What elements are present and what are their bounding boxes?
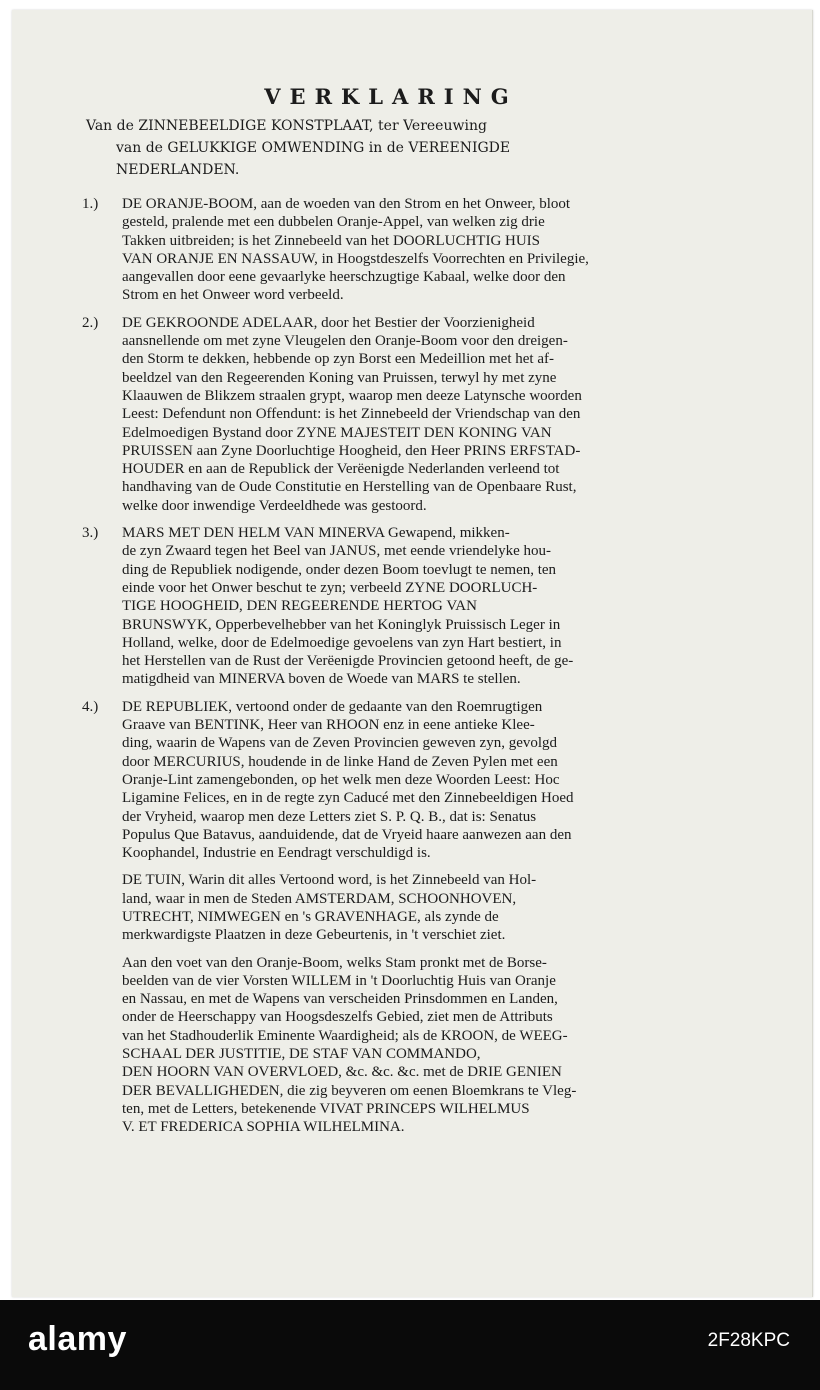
paragraph-line: aansnellende om met zyne Vleugelen den Oranje-Boom voor den dreigen- <box>122 333 568 350</box>
subtitle-line: NEDERLANDEN. <box>116 162 240 178</box>
paragraph-line: Takken uitbreiden; is het Zinnebeeld van het DOORLUCHTIG HUIS <box>122 232 541 249</box>
paragraph-line: onder de Heerschappy van Hoogsdeszelfs Gebied, ziet men de Attributs <box>122 1009 553 1026</box>
paragraph-line: beelden van de vier Vorsten WILLEM in 't Doorluchtig Huis van Oranje <box>122 972 556 989</box>
paragraph-line: Koophandel, Industrie en Eendragt verschuldigd is. <box>122 845 431 862</box>
paragraph-line: matigdheid van MINERVA boven de Woede van MARS te stellen. <box>122 671 521 688</box>
paragraph-line: aangevallen door eene gevaarlyke heerschzugtige Kabaal, welke door den <box>122 269 566 286</box>
paragraph-line: Leest: Defendunt non Offendunt: is het Zinnebeeld der Vriendschap van den <box>122 406 581 423</box>
paragraph-line: het Herstellen van de Rust der Verëenigde Provincien getoond heeft, de ge- <box>122 653 574 670</box>
paragraph-line: DE TUIN, Warin dit alles Vertoond word, is het Zinnebeeld van Hol- <box>122 872 537 889</box>
paragraph-line: DE REPUBLIEK, vertoond onder de gedaante van den Roemrugtigen <box>122 698 543 715</box>
paragraph-line: Populus Que Batavus, aanduidende, dat de Vryeid haare aanwezen aan den <box>122 826 572 843</box>
paragraph-line: DE GEKROONDE ADELAAR, door het Bestier der Voorzienigheid <box>122 314 535 331</box>
paragraph-line: handhaving van de Oude Constitutie en Herstelling van de Openbaare Rust, <box>122 479 577 496</box>
paragraph-line: van het Stadhouderlik Eminente Waardigheid; als de KROON, de WEEG- <box>122 1027 568 1044</box>
paragraph-number: 1.) <box>82 196 99 212</box>
paragraph-line: HOUDER en aan de Republick der Verëenigde Nederlanden verleend tot <box>122 461 560 478</box>
paragraph-line: land, waar in men de Steden AMSTERDAM, SCHOONHOVEN, <box>122 890 517 907</box>
paragraph-line: ten, met de Letters, betekenende VIVAT PRINCEPS WILHELMUS <box>122 1100 530 1117</box>
paragraph-line: PRUISSEN aan Zyne Doorluchtige Hoogheid, den Heer PRINS ERFSTAD- <box>122 442 581 459</box>
document-title: VERKLARING <box>264 84 518 109</box>
footer-bar <box>0 1300 820 1390</box>
paragraph-line: Oranje-Lint zamengebonden, op het welk men deze Woorden Leest: Hoc <box>122 771 560 788</box>
subtitle-line: van de GELUKKIGE OMWENDING in de VEREENIGDE <box>116 140 511 156</box>
paragraph-line: einde voor het Onwer beschut te zyn; verbeeld ZYNE DOORLUCH- <box>122 579 538 596</box>
subtitle-line: Van de ZINNEBEELDIGE KONSTPLAAT, ter Vereeuwing <box>86 118 487 134</box>
paragraph-line: Ligamine Felices, en in de regte zyn Caducé met den Zinnebeeldigen Hoed <box>122 790 574 807</box>
paragraph <box>66 698 716 863</box>
paragraph <box>66 195 716 305</box>
paragraph-line: der Vryheid, waarop men deze Letters ziet S. P. Q. B., dat is: Senatus <box>122 808 537 825</box>
paragraph <box>66 871 716 944</box>
paragraph-line: Strom en het Onweer word verbeeld. <box>122 287 344 304</box>
paragraph-line: DEN HOORN VAN OVERVLOED, &c. &c. &c. met de DRIE GENIEN <box>122 1064 562 1081</box>
paragraph-line: Edelmoedigen Bystand door ZYNE MAJESTEIT DEN KONING VAN <box>122 424 552 441</box>
paragraph-line: den Storm te dekken, hebbende op zyn Borst een Medeillion met het af- <box>122 351 554 368</box>
paragraph-line: welke door inwendige Verdeeldhede was gestoord. <box>122 497 427 514</box>
paragraph-line: ding, waarin de Wapens van de Zeven Provincien geweven zyn, gevolgd <box>122 735 558 752</box>
image-id: 2F28KPC <box>707 1330 790 1351</box>
paragraph <box>66 954 716 1137</box>
paragraph-line: Aan den voet van den Oranje-Boom, welks Stam pronkt met de Borse- <box>122 954 547 971</box>
paragraph-line: Klaauwen de Blikzem straalen grypt, waarop men deeze Latynsche woorden <box>122 387 582 404</box>
paragraph-line: gesteld, pralende met een dubbelen Oranje-Appel, van welken zig drie <box>122 214 545 231</box>
document-text <box>66 84 716 1146</box>
paragraph-line: DE ORANJE-BOOM, aan de woeden van den Strom en het Onweer, bloot <box>122 196 571 212</box>
paragraph-line: en Nassau, en met de Wapens van verscheiden Prinsdommen en Landen, <box>122 991 558 1008</box>
paragraph-line: BRUNSWYK, Opperbevelhebber van het Koninglyk Pruissisch Leger in <box>122 616 561 633</box>
paragraph-list <box>66 195 716 1137</box>
document-subtitle <box>86 115 716 181</box>
paragraph-line: ding de Republiek nodigende, onder dezen Boom toevlugt te nemen, ten <box>122 561 557 578</box>
paragraph-line: MARS MET DEN HELM VAN MINERVA Gewapend, mikken- <box>122 525 510 542</box>
paragraph <box>66 314 716 515</box>
paragraph-line: SCHAAL DER JUSTITIE, DE STAF VAN COMMANDO, <box>122 1046 481 1063</box>
brand-logo: alamy <box>28 1320 127 1358</box>
paragraph-line: UTRECHT, NIMWEGEN en 's GRAVENHAGE, als zynde de <box>122 908 499 925</box>
paragraph-line: V. ET FREDERICA SOPHIA WILHELMINA. <box>122 1119 405 1136</box>
paragraph-number: 3.) <box>82 525 99 542</box>
paragraph-line: VAN ORANJE EN NASSAUW, in Hoogstdeszelfs Voorrechten en Privilegie, <box>122 250 589 267</box>
paragraph-line: door MERCURIUS, houdende in de linke Hand de Zeven Pylen met een <box>122 753 558 770</box>
paragraph-number: 2.) <box>82 314 99 331</box>
paragraph-line: TIGE HOOGHEID, DEN REGEERENDE HERTOG VAN <box>122 598 477 615</box>
paragraph-line: de zyn Zwaard tegen het Beel van JANUS, met eende vriendelyke hou- <box>122 543 552 560</box>
paragraph <box>66 524 716 689</box>
paragraph-number: 4.) <box>82 698 99 715</box>
paragraph-line: beeldzel van den Regeerenden Koning van Pruissen, terwyl hy met zyne <box>122 369 557 386</box>
paragraph-line: DER BEVALLIGHEDEN, die zig beyveren om eenen Bloemkrans te Vleg- <box>122 1082 577 1099</box>
paragraph-line: Graave van BENTINK, Heer van RHOON enz in eene antieke Klee- <box>122 717 535 734</box>
paragraph-line: merkwardigste Plaatzen in deze Gebeurtenis, in 't verschiet ziet. <box>122 927 506 944</box>
paragraph-line: Holland, welke, door de Edelmoedige gevoelens van zyn Hart bestiert, in <box>122 634 562 651</box>
